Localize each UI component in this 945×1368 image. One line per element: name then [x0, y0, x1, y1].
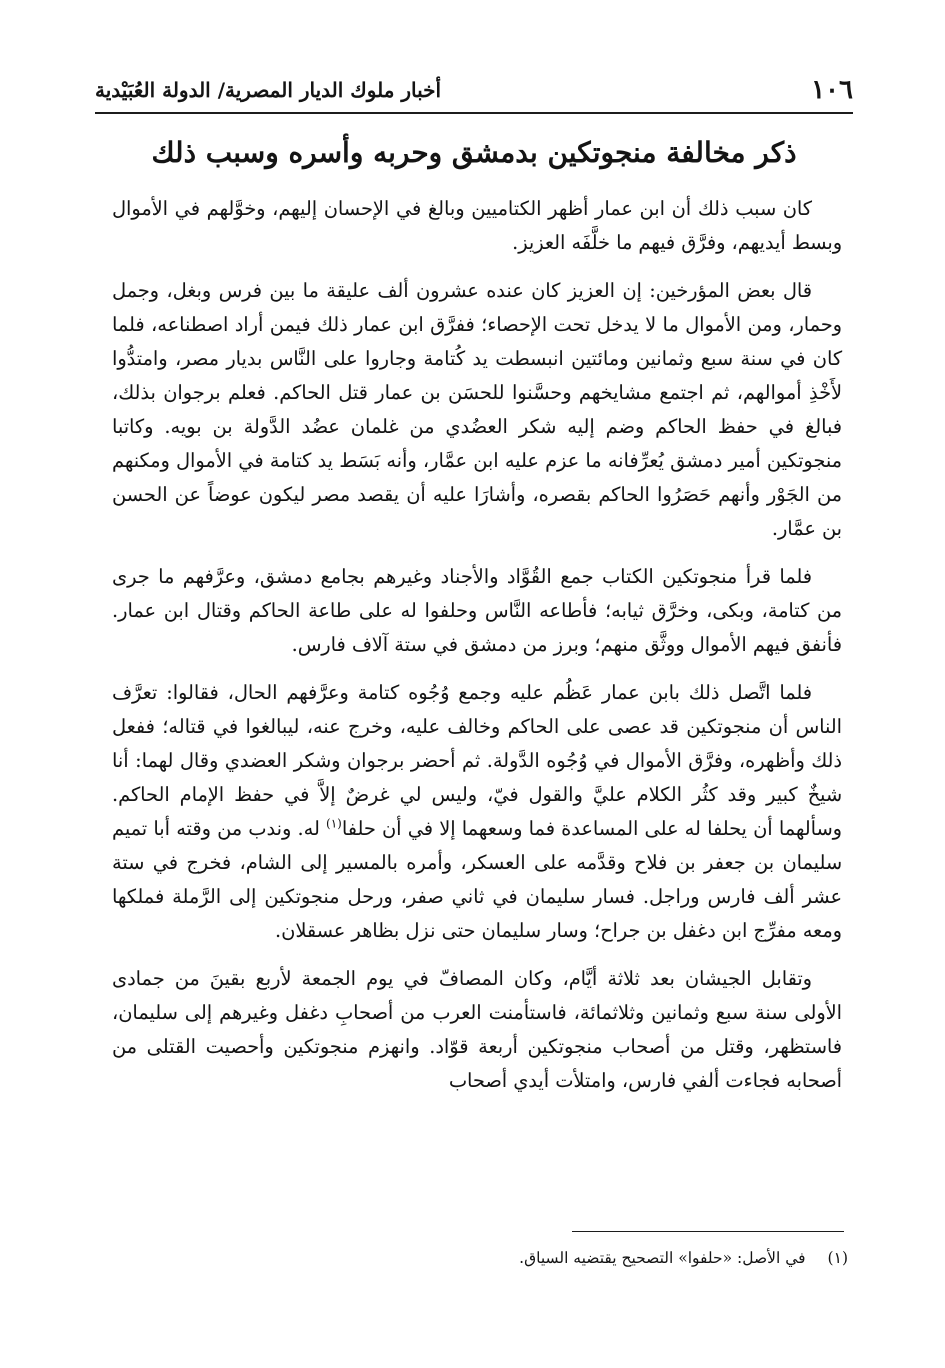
paragraph-text: فلما اتَّصل ذلك بابن عمار عَظُم عليه وجمع وُجُوه كتامة وعرَّفهم الحال، فقالوا: تعرَّف الناس أن منجوتكين قد عصى على الحاكم وخالف عليه، وخرج عنه، ليبالغوا في قتاله؛ ففعل ذلك وأظهره، وفرَّق الأموال في وُجُوه الدَّولة. ثم أحضر برجوان وشكر العضدي وقال لهما: أنا شيخٌ كبير وقد كثُر الكلام عليَّ والقول فيّ، وليس لي غرضٌ إلاَّ في حفظ الإمام الحاكم. وسألهما أن يحلفا له على المساعدة فما وسعهما إلا في أن حلفا [112, 681, 842, 840]
page-header [95, 70, 853, 110]
body-text [112, 192, 842, 1112]
running-title: أخبار ملوك الديار المصرية/ الدولة العُبَيْدية [95, 78, 442, 102]
footnote-divider [572, 1231, 844, 1232]
page-number: ١٠٦ [811, 75, 853, 105]
paragraph-with-footnote [112, 676, 842, 948]
footnote-text: في الأصل: «حلفوا» التصحيح يقتضيه السياق. [519, 1249, 806, 1267]
footnote [300, 1246, 848, 1270]
paragraph: قال بعض المؤرخين: إن العزيز كان عنده عشرون ألف عليقة ما بين فرس وبغل، وجمل وحمار، ومن الأموال ما لا يدخل تحت الإحصاء؛ ففرَّق ابن عمار ذلك فيمن أراد اصطناعه، فلما كان في سنة سبع وثمانين ومائتين انبسطت يد كُتامة وجاروا على النَّاس بديار مصر، وامتدُّوا لأَخْذِ أموالهم، ثم اجتمع مشايخهم وحسَّنوا للحسَن بن عمار قتل الحاكم. فعلم برجوان بذلك، فبالغ في حفظ الحاكم وضم إليه شكر العضُدي من غلمان عضُد الدَّولة بن بويه. وكاتبا منجوتكين أمير دمشق يُعرِّفانه ما عزم عليه ابن عمَّار، وأنه بَسَط يد كتامة في الأموال ومكنهم من الجَوْر وأنهم حَصَرُوا الحاكم بقصره، وأشارَا عليه أن يقصد مصر ليكون عوضاً عن الحسن بن عمَّار. [112, 279, 842, 540]
paragraph: كان سبب ذلك أن ابن عمار أظهر الكتاميين وبالغ في الإحسان إليهم، وخوَّلهم في الأموال وبسط أيديهم، وفرَّق فيهم ما خلَّفَه العزيز. [112, 197, 842, 254]
paragraph: فلما قرأ منجوتكين الكتاب جمع القُوَّاد والأجناد وغيرهم بجامع دمشق، وعرَّفهم ما جرى من كتامة، وبكى، وخرَّق ثيابه؛ فأطاعه النَّاس وحلفوا له على طاعة الحاكم وقتال ابن عمار. فأنفق فيهم الأموال ووثَّق منهم؛ وبرز من دمشق في ستة آلاف فارس. [112, 565, 842, 656]
footnote-reference: (١) [326, 816, 342, 831]
paragraph-text-connector: له. وندب من وقته [176, 817, 327, 840]
header-divider [95, 112, 853, 114]
footnote-number: (١) [827, 1249, 848, 1267]
paragraph: وتقابل الجيشان بعد ثلاثة أيَّام، وكان المصافّ في يوم الجمعة لأربع بقينَ من جمادى الأولى سنة سبع وثمانين وثلاثمائة، فاستأمنت العرب من أصحابِ دغفل وغيرهم إلى سليمان، فاستظهر، وقتل من أصحاب منجوتكين أربعة قوّاد. وانهزم منجوتكين وأحصيت القتلى من أصحابه فجاءت ألفي فارس، وامتلأت أيدي أصحاب [112, 967, 842, 1092]
paragraph-text-continued: أبا تميم سليمان بن جعفر بن فلاح وقدَّمه على العسكر، وأمره بالمسير إلى الشام، فخرج في ستة عشر ألف فارس وراجل. فسار سليمان في ثاني صفر، ورحل منجوتكين إلى الرَّملة فملكها ومعه مفرِّج ابن دغفل بن جراح؛ وسار سليمان حتى نزل بظاهر عسقلان. [112, 817, 842, 942]
chapter-title: ذكر مخالفة منجوتكين بدمشق وحربه وأسره وسبب ذلك [151, 136, 797, 169]
